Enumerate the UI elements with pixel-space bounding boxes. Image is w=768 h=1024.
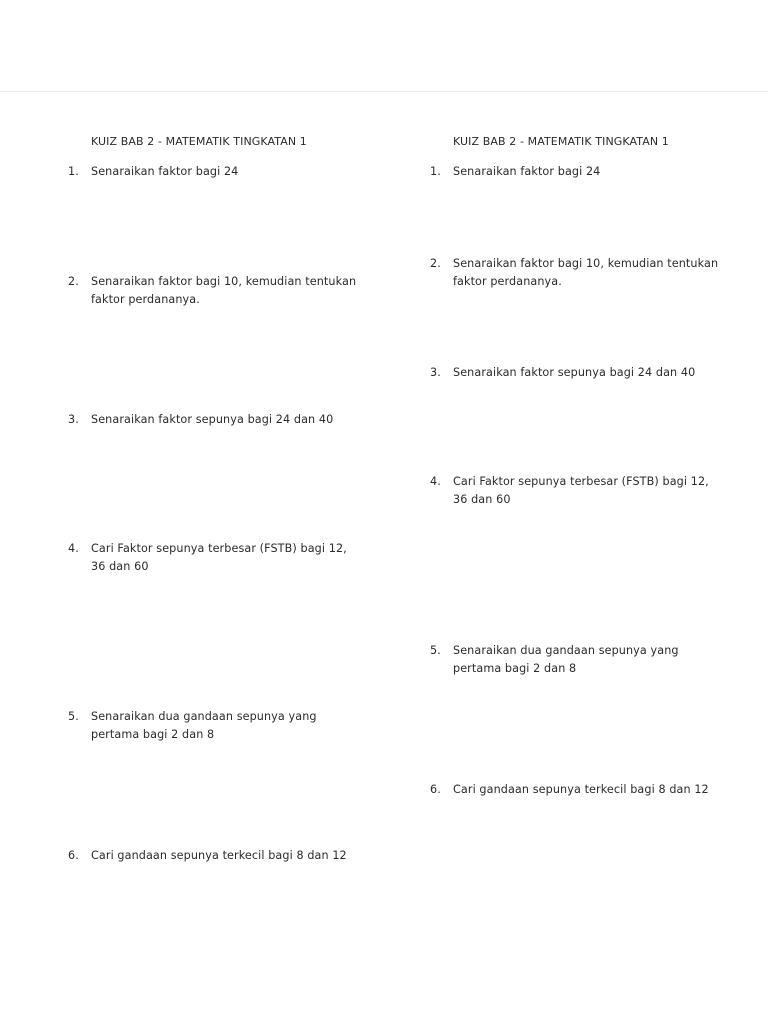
question-number: 5. <box>430 644 441 657</box>
question-text: Cari gandaan sepunya terkecil bagi 8 dan 12 <box>453 783 709 796</box>
question-6-right <box>430 781 730 799</box>
question-number: 4. <box>430 475 441 488</box>
question-number: 3. <box>430 366 441 379</box>
question-number: 6. <box>430 783 441 796</box>
question-3-left <box>68 411 358 429</box>
question-2-left <box>68 273 358 309</box>
question-number: 1. <box>430 165 441 178</box>
question-text: Senaraikan faktor bagi 10, kemudian tentukan faktor perdananya. <box>453 257 719 288</box>
question-number: 2. <box>430 257 441 270</box>
question-number: 2. <box>68 275 79 288</box>
question-1-right <box>430 163 725 181</box>
question-6-left <box>68 847 368 865</box>
question-number: 5. <box>68 710 79 723</box>
question-3-right <box>430 364 725 382</box>
question-text: Cari gandaan sepunya terkecil bagi 8 dan 12 <box>91 849 347 862</box>
question-text: Senaraikan faktor sepunya bagi 24 dan 40 <box>453 366 696 379</box>
question-text: Senaraikan faktor bagi 10, kemudian tentukan faktor perdananya. <box>91 275 357 306</box>
quiz-title-left: KUIZ BAB 2 - MATEMATIK TINGKATAN 1 <box>91 135 307 148</box>
question-1-left <box>68 163 358 181</box>
question-text: Senaraikan dua gandaan sepunya yang pertama bagi 2 dan 8 <box>453 644 679 675</box>
question-5-left <box>68 708 368 744</box>
question-text: Cari Faktor sepunya terbesar (FSTB) bagi 12, 36 dan 60 <box>453 475 709 506</box>
question-text: Senaraikan dua gandaan sepunya yang pertama bagi 2 dan 8 <box>91 710 317 741</box>
question-text: Cari Faktor sepunya terbesar (FSTB) bagi 12, 36 dan 60 <box>91 542 347 573</box>
question-2-right <box>430 255 725 291</box>
question-number: 3. <box>68 413 79 426</box>
question-text: Senaraikan faktor bagi 24 <box>91 165 239 178</box>
question-4-left <box>68 540 358 576</box>
question-5-right <box>430 642 730 678</box>
question-text: Senaraikan faktor bagi 24 <box>453 165 601 178</box>
question-4-right <box>430 473 725 509</box>
question-text: Senaraikan faktor sepunya bagi 24 dan 40 <box>91 413 334 426</box>
question-number: 1. <box>68 165 79 178</box>
quiz-title-right: KUIZ BAB 2 - MATEMATIK TINGKATAN 1 <box>453 135 669 148</box>
page-top-divider <box>0 91 768 92</box>
question-number: 4. <box>68 542 79 555</box>
question-number: 6. <box>68 849 79 862</box>
